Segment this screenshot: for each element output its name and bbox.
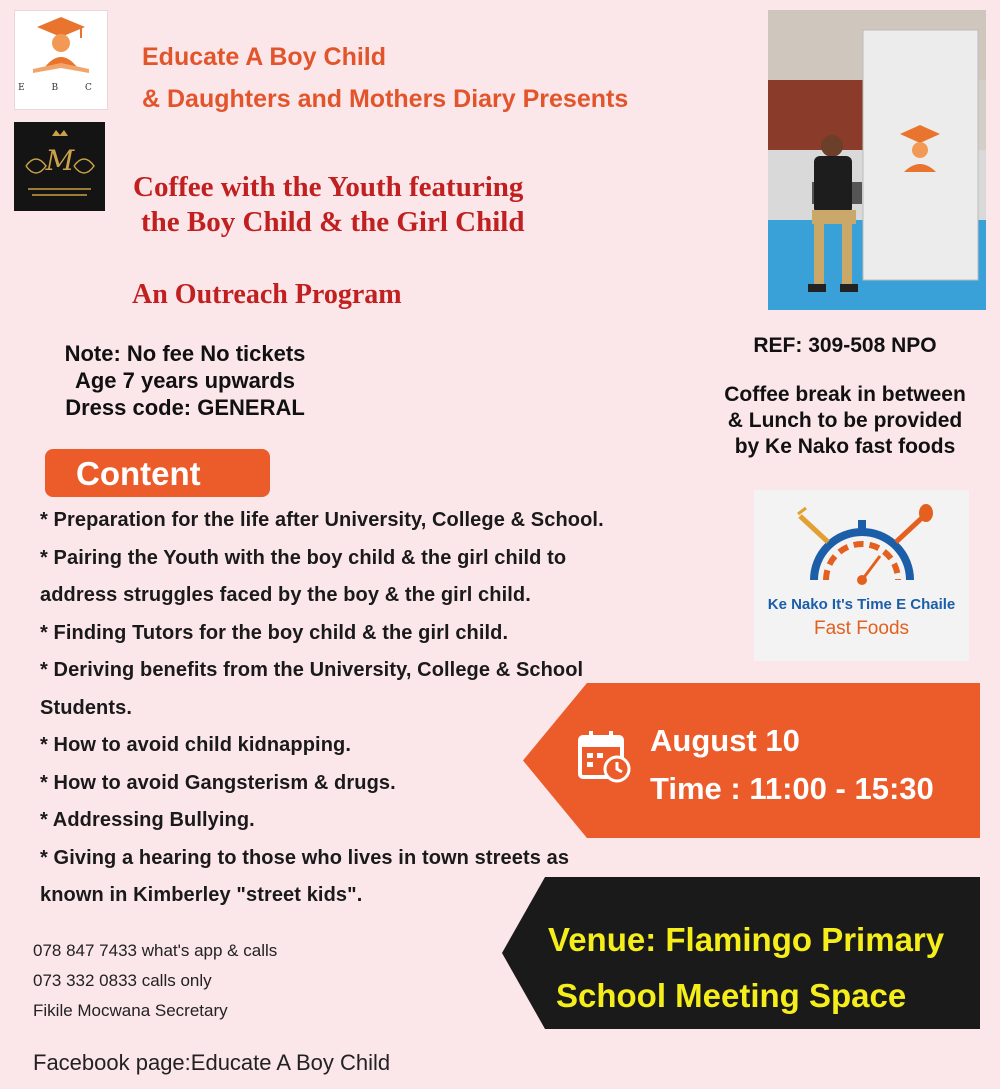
ebc-logo-text: E B C: [18, 83, 104, 93]
content-item: * How to avoid child kidnapping.: [40, 734, 351, 756]
facebook-page: Facebook page:Educate A Boy Child: [33, 1050, 391, 1075]
content-item: * How to avoid Gangsterism & drugs.: [40, 771, 396, 794]
content-label: Content: [45, 449, 270, 497]
content-item: * Deriving benefits from the University, College & School: [40, 659, 584, 681]
note-dress-code: Dress code: GENERAL: [65, 395, 305, 420]
speaker-photo: [768, 10, 986, 310]
coffee-line-2: & Lunch to be provided: [727, 409, 963, 432]
event-date: August 10: [650, 723, 800, 758]
graduate-icon: [15, 11, 107, 81]
contact-details: [33, 936, 277, 1026]
content-item: known in Kimberley "street kids".: [40, 884, 363, 906]
calendar-clock-icon: [577, 729, 631, 783]
event-title-line-1: Coffee with the Youth featuring: [133, 171, 524, 203]
contact-secretary: Fikile Mocwana Secretary: [33, 1001, 228, 1020]
ke-nako-logo: [754, 490, 969, 661]
coffee-line-3: by Ke Nako fast foods: [734, 435, 956, 458]
npo-reference: REF: 309-508 NPO: [753, 334, 937, 357]
notes-block: [40, 340, 330, 421]
content-item: * Preparation for the life after University, College & School.: [40, 509, 604, 531]
event-time: Time : 11:00 - 15:30: [650, 771, 934, 806]
event-subtitle: An Outreach Program: [132, 279, 402, 310]
venue-text: [548, 912, 988, 1024]
svg-text:M: M: [45, 144, 75, 177]
content-item: * Addressing Bullying.: [40, 809, 255, 831]
coffee-line-1: Coffee break in between: [724, 383, 966, 406]
contact-phone-1: 078 847 7433 what's app & calls: [33, 941, 278, 960]
fork-gauge-spoon-icon: [754, 490, 969, 595]
event-title-line-2: the Boy Child & the Girl Child: [141, 206, 525, 238]
note-age: Age 7 years upwards: [74, 368, 296, 393]
organizer-line-1: Educate A Boy Child: [142, 43, 387, 71]
daughters-mothers-diary-logo: [14, 122, 105, 211]
organizer-line-2: & Daughters and Mothers Diary Presents: [142, 85, 629, 113]
venue-line-1: Venue: Flamingo Primary: [548, 921, 945, 958]
event-datetime: [650, 717, 934, 813]
contact-phone-2: 073 332 0833 calls only: [33, 971, 212, 990]
venue-line-2: School Meeting Space: [556, 977, 907, 1014]
content-item: * Finding Tutors for the boy child & the girl child.: [40, 621, 509, 644]
content-item: * Giving a hearing to those who lives in town streets as: [40, 846, 570, 869]
content-item: * Pairing the Youth with the boy child & the girl child to: [40, 546, 567, 569]
content-item: address struggles faced by the boy & the girl child.: [40, 584, 531, 606]
photo-illustration: [768, 10, 986, 310]
content-item: Students.: [40, 696, 133, 719]
ke-nako-fast-foods: Fast Foods: [813, 618, 910, 639]
coffee-lunch-note: [690, 382, 1000, 460]
ke-nako-tagline: Ke Nako It's Time E Chaile: [767, 596, 956, 613]
crown-monogram-icon: [14, 122, 105, 211]
ebc-logo: [14, 10, 108, 110]
note-fee: Note: No fee No tickets: [64, 341, 306, 366]
